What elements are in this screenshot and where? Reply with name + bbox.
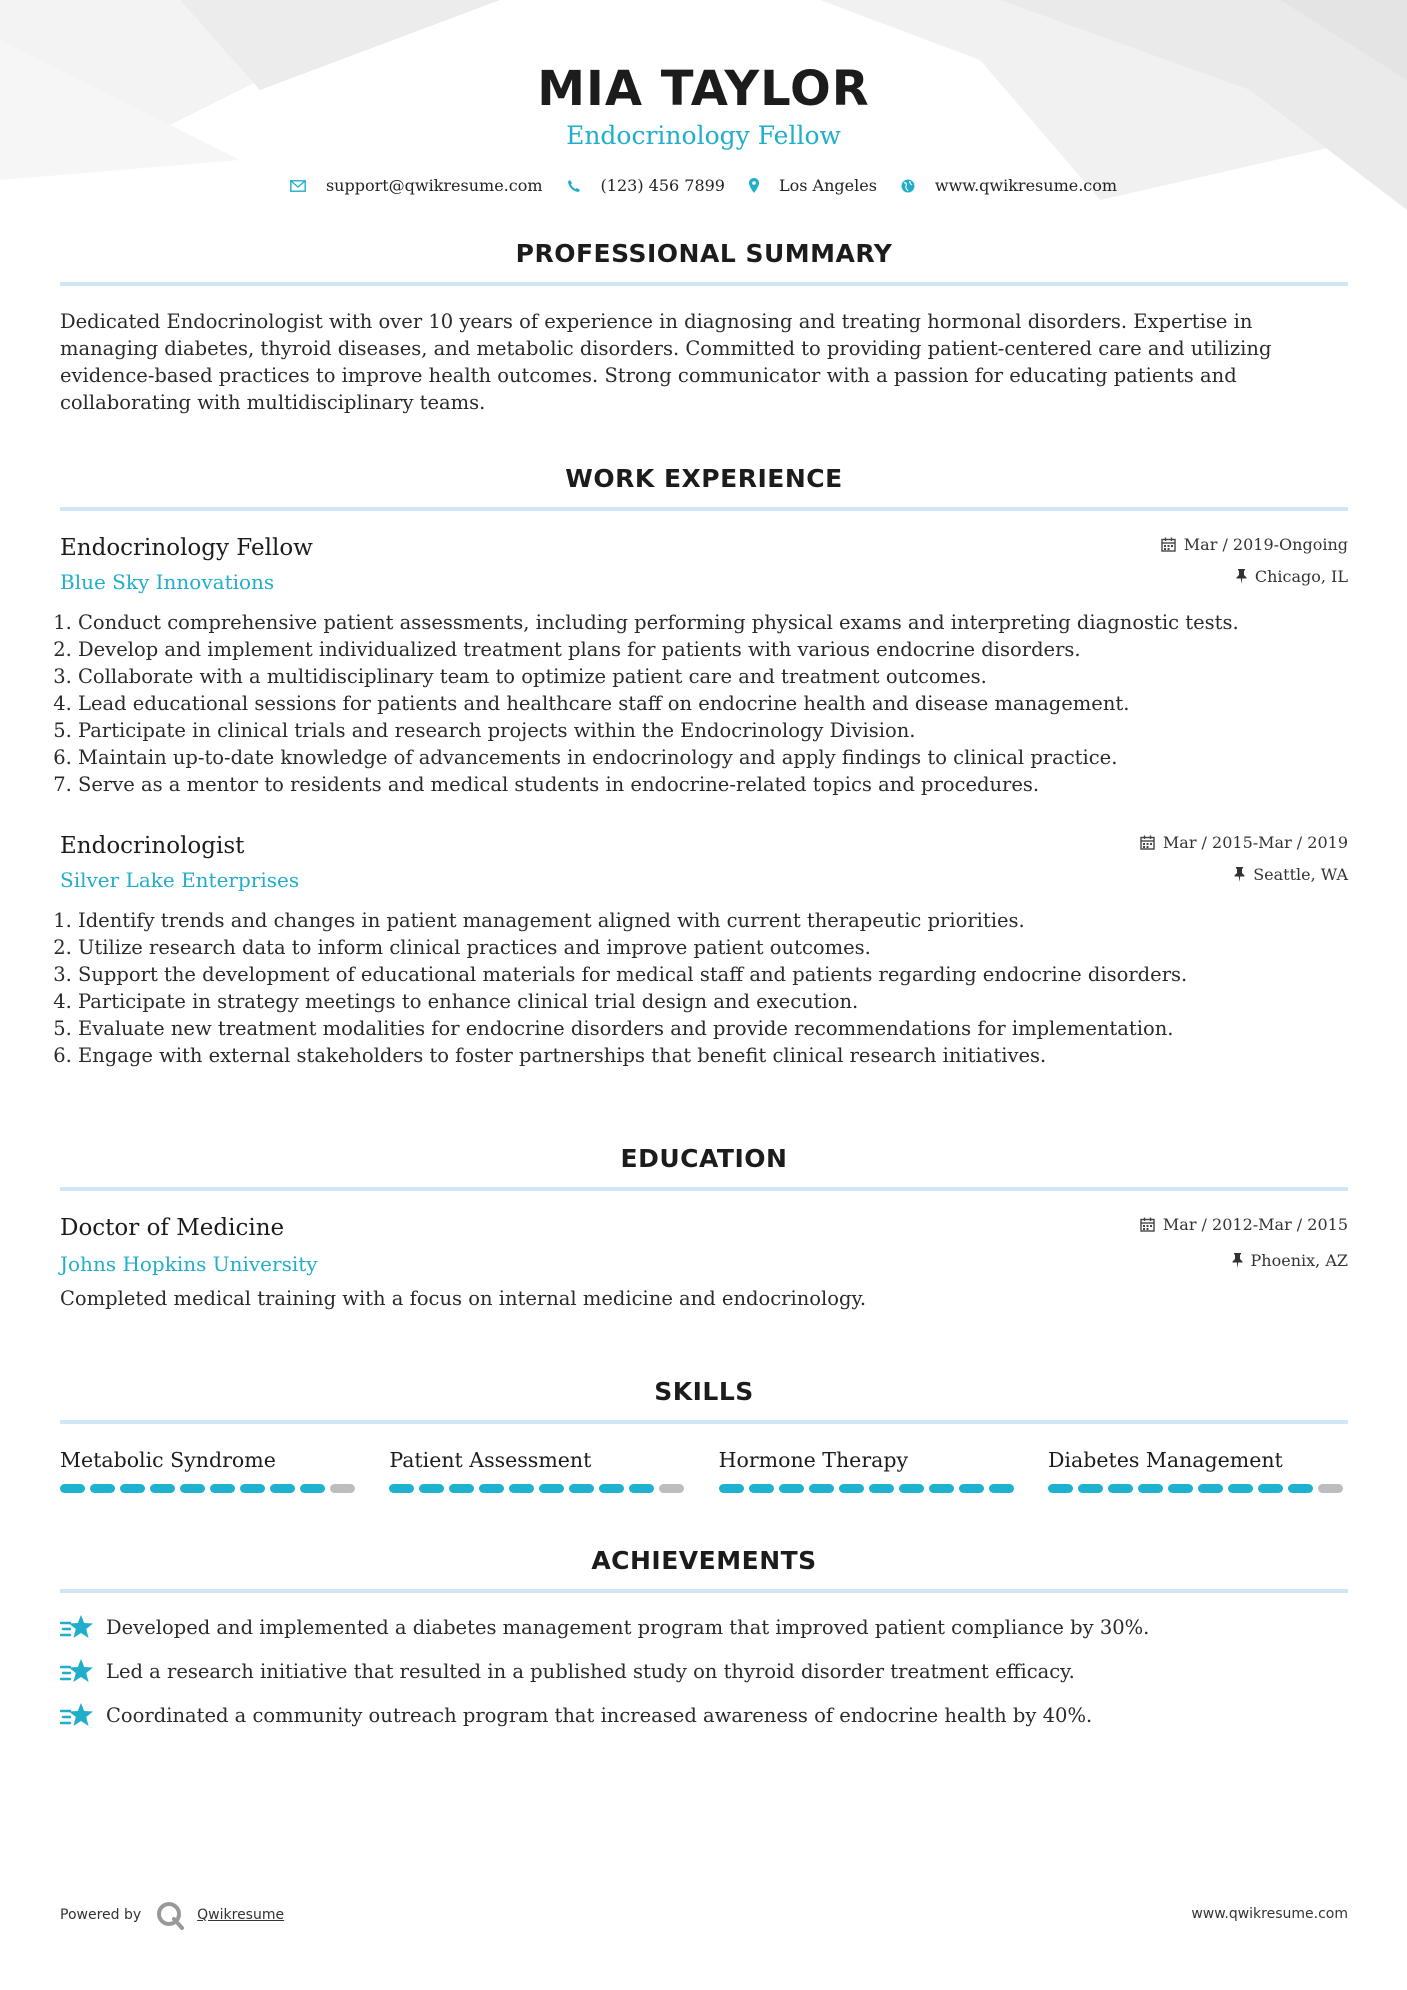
experience-section: [60, 463, 1348, 1069]
skill-segment-filled: [240, 1484, 265, 1493]
education-entry: [60, 1213, 1348, 1312]
duty-item: 1. Identify trends and changes in patient management aligned with current therapeutic priorities.: [78, 907, 1348, 934]
calendar-icon: [1140, 835, 1155, 850]
skill-segment-filled: [180, 1484, 205, 1493]
phone-icon: [567, 179, 581, 193]
skill-level-bar: [1048, 1484, 1348, 1493]
skill-segment-filled: [1108, 1484, 1133, 1493]
job-dates: [1140, 833, 1348, 852]
duty-item: 6. Engage with external stakeholders to foster partnerships that benefit clinical research initiatives.: [78, 1042, 1348, 1069]
job-duties: [60, 609, 1348, 798]
skill-segment-filled: [1048, 1484, 1073, 1493]
skill-segment-filled: [779, 1484, 804, 1493]
skill-name: Hormone Therapy: [718, 1448, 909, 1472]
duty-item: 1. Conduct comprehensive patient assessments, including performing physical exams and interpreting diagnostic tests.: [78, 609, 1348, 636]
education-heading: EDUCATION: [620, 1144, 788, 1173]
skill-segment-filled: [1078, 1484, 1103, 1493]
summary-text: Dedicated Endocrinologist with over 10 years of experience in diagnosing and treating hormonal disorders. Expertise in managing diabetes, thyroid diseases, and metabolic disorders. Committed to providing patient-centered care and utilizing evidence-based practices to improve health outcomes. Strong communicator with a passion for educating patients and collaborating with multidisciplinary teams.: [60, 310, 1272, 414]
skill-level-bar: [389, 1484, 689, 1493]
page-footer: [60, 1900, 1348, 1940]
shooting-star-icon: [60, 1701, 94, 1729]
skill-item: [719, 1446, 1019, 1493]
contact-phone[interactable]: [567, 176, 725, 195]
skill-item: [389, 1446, 689, 1493]
skill-level-bar: [719, 1484, 1019, 1493]
skill-segment-filled: [599, 1484, 624, 1493]
location-text: Los Angeles: [778, 176, 877, 195]
skills-heading: SKILLS: [654, 1377, 754, 1406]
job-dates-text: Mar / 2019-Ongoing: [1183, 535, 1348, 554]
envelope-icon: [290, 180, 306, 192]
skill-segment-filled: [210, 1484, 235, 1493]
section-divider: [60, 282, 1348, 286]
skill-segment-filled: [1168, 1484, 1193, 1493]
candidate-name: MIA TAYLOR: [537, 61, 870, 117]
job-location: [1236, 567, 1348, 586]
website-text: www.qwikresume.com: [934, 176, 1118, 195]
skill-name: Metabolic Syndrome: [60, 1448, 276, 1472]
skill-name: Diabetes Management: [1047, 1448, 1283, 1472]
skill-segment-filled: [1138, 1484, 1163, 1493]
skill-segment-filled: [419, 1484, 444, 1493]
duty-item: 3. Collaborate with a multidisciplinary team to optimize patient care and treatment outcomes.: [78, 663, 1348, 690]
education-location-text: Phoenix, AZ: [1250, 1251, 1348, 1270]
skill-segment-filled: [60, 1484, 85, 1493]
section-divider: [60, 507, 1348, 511]
achievements-heading: ACHIEVEMENTS: [591, 1546, 817, 1575]
skill-segment-filled: [449, 1484, 474, 1493]
skill-level-bar: [60, 1484, 360, 1493]
skill-segment-empty: [659, 1484, 684, 1493]
section-divider: [60, 1420, 1348, 1424]
duty-item: 4. Participate in strategy meetings to enhance clinical trial design and execution.: [78, 988, 1348, 1015]
shooting-star-icon: [60, 1613, 94, 1641]
skill-segment-filled: [719, 1484, 744, 1493]
achievement-text: Led a research initiative that resulted in a published study on thyroid disorder treatment efficacy.: [106, 1659, 1075, 1683]
education-description: Completed medical training with a focus on internal medicine and endocrinology.: [60, 1287, 867, 1310]
skill-segment-filled: [749, 1484, 774, 1493]
skills-section: [60, 1376, 1348, 1493]
phone-text: (123) 456 7899: [600, 176, 725, 195]
skill-segment-filled: [270, 1484, 295, 1493]
email-text: support@qwikresume.com: [325, 176, 543, 195]
contact-website[interactable]: [901, 176, 1117, 195]
calendar-icon: [1161, 537, 1176, 552]
footer-url[interactable]: www.qwikresume.com: [1191, 1906, 1348, 1922]
education-location: [1232, 1251, 1348, 1270]
contact-bar: [0, 176, 1407, 195]
map-pin-icon: [749, 178, 759, 193]
section-divider: [60, 1187, 1348, 1191]
job-title: Endocrinology Fellow: [60, 535, 313, 561]
experience-heading: WORK EXPERIENCE: [565, 464, 843, 493]
skills-list: [60, 1446, 1348, 1493]
duty-item: 2. Develop and implement individualized treatment plans for patients with various endocrine disorders.: [78, 636, 1348, 663]
pushpin-icon: [1232, 1253, 1243, 1268]
school-name: Johns Hopkins University: [60, 1252, 318, 1276]
section-divider: [60, 1589, 1348, 1593]
contact-location: [749, 176, 877, 195]
education-section: [60, 1143, 1348, 1312]
job-title: Endocrinologist: [60, 833, 245, 859]
summary-section: [60, 238, 1348, 416]
skill-segment-filled: [569, 1484, 594, 1493]
resume-header: [0, 0, 1407, 195]
degree-title: Doctor of Medicine: [60, 1215, 285, 1241]
globe-icon: [901, 179, 915, 193]
achievement-item: [60, 1613, 1348, 1641]
skill-segment-empty: [1318, 1484, 1343, 1493]
job-entry: [60, 831, 1348, 1069]
qwikresume-logo-icon: [155, 1900, 185, 1930]
education-dates: [1140, 1215, 1348, 1234]
skill-segment-filled: [989, 1484, 1014, 1493]
education-dates-text: Mar / 2012-Mar / 2015: [1162, 1215, 1348, 1234]
duty-item: 2. Utilize research data to inform clinical practices and improve patient outcomes.: [78, 934, 1348, 961]
skill-segment-filled: [1198, 1484, 1223, 1493]
shooting-star-icon: [60, 1657, 94, 1685]
achievement-text: Developed and implemented a diabetes management program that improved patient compliance by 30%.: [106, 1615, 1150, 1639]
job-duties: [60, 907, 1348, 1069]
duty-item: 7. Serve as a mentor to residents and medical students in endocrine-related topics and procedures.: [78, 771, 1348, 798]
skill-segment-filled: [629, 1484, 654, 1493]
duty-item: 5. Participate in clinical trials and research projects within the Endocrinology Division.: [78, 717, 1348, 744]
skill-name: Patient Assessment: [389, 1448, 592, 1472]
achievement-item: [60, 1657, 1348, 1685]
duty-item: 5. Evaluate new treatment modalities for endocrine disorders and provide recommendations for implementation.: [78, 1015, 1348, 1042]
skill-segment-empty: [330, 1484, 355, 1493]
skill-segment-filled: [1288, 1484, 1313, 1493]
achievement-item: [60, 1701, 1348, 1729]
skill-segment-filled: [869, 1484, 894, 1493]
candidate-title: Endocrinology Fellow: [566, 121, 841, 150]
skill-segment-filled: [839, 1484, 864, 1493]
pushpin-icon: [1236, 569, 1247, 584]
job-company: Silver Lake Enterprises: [60, 868, 300, 892]
skill-segment-filled: [809, 1484, 834, 1493]
calendar-icon: [1140, 1217, 1155, 1232]
job-location-text: Chicago, IL: [1254, 567, 1348, 586]
skill-item: [1048, 1446, 1348, 1493]
job-dates: [1161, 535, 1348, 554]
job-entry: [60, 533, 1348, 798]
skill-segment-filled: [300, 1484, 325, 1493]
powered-by-label: Powered by: [60, 1907, 142, 1923]
skill-segment-filled: [959, 1484, 984, 1493]
skill-segment-filled: [1228, 1484, 1253, 1493]
contact-email[interactable]: [290, 176, 543, 195]
achievements-section: [60, 1545, 1348, 1729]
skill-segment-filled: [1258, 1484, 1283, 1493]
skill-segment-filled: [479, 1484, 504, 1493]
achievement-text: Coordinated a community outreach program that increased awareness of endocrine health by 40%.: [106, 1703, 1093, 1727]
job-location: [1234, 865, 1348, 884]
job-location-text: Seattle, WA: [1253, 865, 1348, 884]
skill-segment-filled: [120, 1484, 145, 1493]
skill-item: [60, 1446, 360, 1493]
skill-segment-filled: [90, 1484, 115, 1493]
job-company: Blue Sky Innovations: [60, 570, 275, 594]
skill-segment-filled: [150, 1484, 175, 1493]
duty-item: 4. Lead educational sessions for patients and healthcare staff on endocrine health and disease management.: [78, 690, 1348, 717]
skill-segment-filled: [389, 1484, 414, 1493]
skill-segment-filled: [929, 1484, 954, 1493]
job-dates-text: Mar / 2015-Mar / 2019: [1162, 833, 1348, 852]
skill-segment-filled: [509, 1484, 534, 1493]
summary-heading: PROFESSIONAL SUMMARY: [515, 239, 893, 268]
qwikresume-link[interactable]: Qwikresume: [197, 1907, 285, 1923]
powered-by: [60, 1900, 284, 1930]
pushpin-icon: [1234, 867, 1245, 882]
duty-item: 3. Support the development of educational materials for medical staff and patients regarding endocrine disorders.: [78, 961, 1348, 988]
skill-segment-filled: [899, 1484, 924, 1493]
skill-segment-filled: [539, 1484, 564, 1493]
duty-item: 6. Maintain up-to-date knowledge of advancements in endocrinology and apply findings to clinical practice.: [78, 744, 1348, 771]
